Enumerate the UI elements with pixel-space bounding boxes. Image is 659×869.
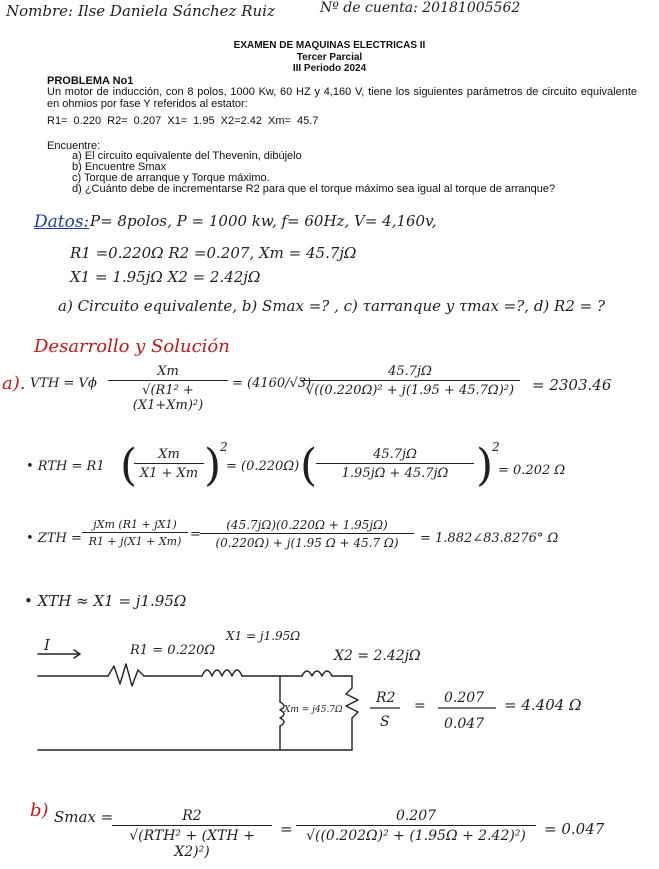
vth-den: √(R1² + (X1+Xm)²) xyxy=(132,383,204,413)
student-name: Nombre: Ilse Daniela Sánchez Ruiz xyxy=(6,2,275,20)
smax-fraction xyxy=(112,808,272,860)
vth-den-2: √((0.220Ω)² + j(1.95 + 45.7Ω)²) xyxy=(305,383,515,398)
datos-label: Datos: xyxy=(34,212,90,232)
part-b-label: b) xyxy=(30,800,49,821)
x1-label: X1 = j1.95Ω xyxy=(226,629,301,643)
rth-result: = 0.202 Ω xyxy=(498,463,566,478)
load-den: S xyxy=(380,714,390,730)
exam-subtitle: Tercer Parcial xyxy=(296,52,363,63)
rth-exponent-2: 2 xyxy=(492,440,500,454)
zth-den-2: (0.220Ω) + j(1.95 Ω + 45.7 Ω) xyxy=(215,536,399,550)
zth-fraction-2 xyxy=(200,518,414,550)
rth-lhs: • RTH = R1 xyxy=(26,459,105,474)
current-label: I xyxy=(44,636,50,654)
zth-lhs: • ZTH = xyxy=(26,531,82,546)
zth-num-2: (45.7jΩ)(0.220Ω + 1.95jΩ) xyxy=(200,518,414,534)
smax-den-2: √((0.202Ω)² + (1.95Ω + 2.42)²) xyxy=(306,828,526,844)
rth-paren-open-2: ( xyxy=(300,440,318,491)
datos-line: P= 8polos, P = 1000 kw, f= 60Hz, V= 4,160v, xyxy=(90,212,437,230)
rth-den-2: 1.95jΩ + 45.7jΩ xyxy=(341,466,449,481)
vth-result: = 2303.46 xyxy=(532,376,612,394)
task-item: b) Encuentre Smax xyxy=(72,161,167,173)
datos-line: R1 =0.220Ω R2 =0.207, Xm = 45.7jΩ xyxy=(70,244,357,262)
parameters-line: R1= 0.220 R2= 0.207 X1= 1.95 X2=2.42 Xm= 45.7 xyxy=(47,115,319,127)
load-result: = 4.404 Ω xyxy=(504,696,582,714)
datos-line: X1 = 1.95jΩ X2 = 2.42jΩ xyxy=(70,268,261,286)
load-num: R2 xyxy=(376,690,396,706)
r1-label: R1 = 0.220Ω xyxy=(130,643,216,658)
rth-paren-close-2: ) xyxy=(476,440,494,491)
smax-lhs: Smax = xyxy=(54,808,114,826)
load-eq: = xyxy=(414,698,426,714)
exam-title: EXAMEN DE MAQUINAS ELECTRICAS II xyxy=(233,40,426,51)
rth-num-2: 45.7jΩ xyxy=(316,447,474,464)
vth-num: Xm xyxy=(108,364,228,381)
xm-label: Xm = j45.7Ω xyxy=(284,705,343,715)
rth-exponent: 2 xyxy=(220,440,228,454)
xth-line: • XTH ≈ X1 = j1.95Ω xyxy=(24,592,187,610)
problem-heading: PROBLEMA No1 xyxy=(47,75,134,87)
rth-num: Xm xyxy=(134,447,204,464)
resistor-load xyxy=(346,688,358,718)
task-item: c) Torque de arranque y Torque máximo. xyxy=(72,172,270,184)
rth-fraction-2 xyxy=(316,447,474,481)
zth-num: jXm (R1 + jX1) xyxy=(82,518,188,533)
rth-den: X1 + Xm xyxy=(139,466,199,481)
rth-mid: = (0.220Ω) xyxy=(226,459,300,474)
smax-den: √(RTH² + (XTH + X2)²) xyxy=(129,828,255,860)
vth-mid: = (4160/√3) xyxy=(232,376,312,391)
account-number: Nº de cuenta: 20181005562 xyxy=(320,0,521,16)
rth-paren-close: ) xyxy=(204,440,222,491)
find-heading: Encuentre: xyxy=(47,140,101,152)
questions-line: a) Circuito equivalente, b) Smax =? , c) τarranque y τmax =?, d) R2 = ? xyxy=(58,297,606,315)
vth-num-2: 45.7jΩ xyxy=(300,364,520,381)
task-item: a) El circuito equivalente del Thevenin, dibújelo xyxy=(72,150,302,162)
resistor-r1 xyxy=(108,664,144,686)
part-a-label: a). xyxy=(2,373,26,394)
exam-period: III Periodo 2024 xyxy=(292,63,367,74)
load-val-den: 0.047 xyxy=(444,716,485,732)
solution-title: Desarrollo y Solución xyxy=(34,336,230,357)
inductor-x2 xyxy=(302,671,332,676)
smax-result: = 0.047 xyxy=(544,820,605,838)
smax-fraction-2 xyxy=(296,808,536,844)
load-val-num: 0.207 xyxy=(444,690,485,706)
zth-fraction xyxy=(82,518,188,548)
rth-paren-open: ( xyxy=(120,440,138,491)
rth-fraction xyxy=(134,447,204,481)
problem-text: Un motor de inducción, con 8 polos, 1000 Kw, 60 HZ y 4,160 V, tiene los siguientes parámetros de circuito equivalente en ohmios por fase Y referidos al estator: xyxy=(47,86,637,110)
smax-num: R2 xyxy=(112,808,272,826)
vth-fraction xyxy=(108,364,228,413)
thevenin-circuit xyxy=(0,600,659,770)
smax-eq: = xyxy=(280,820,293,838)
task-item: d) ¿Cuánto debe de incrementarse R2 para que el torque máximo sea igual al torque de arranque? xyxy=(72,183,556,195)
zth-den: R1 + j(X1 + Xm) xyxy=(88,535,182,548)
zth-eq: = xyxy=(190,527,201,542)
vth-fraction-2 xyxy=(300,364,520,398)
smax-num-2: 0.207 xyxy=(296,808,536,826)
vth-lhs: VTH = Vϕ xyxy=(30,376,97,391)
zth-result: = 1.882∠83.8276° Ω xyxy=(420,531,559,546)
inductor-x1 xyxy=(202,670,242,676)
x2-label: X2 = 2.42jΩ xyxy=(334,648,421,664)
